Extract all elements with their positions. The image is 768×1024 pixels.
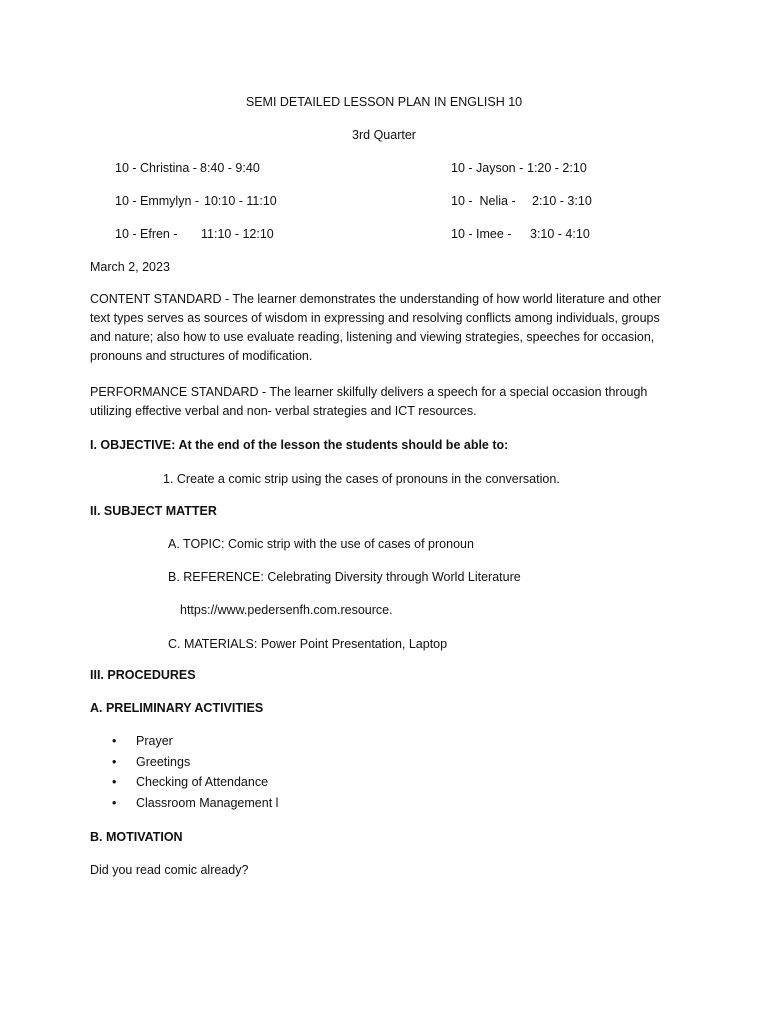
reference-line: B. REFERENCE: Celebrating Diversity through World Literature bbox=[168, 570, 521, 584]
bullet-icon: • bbox=[112, 734, 117, 748]
schedule-right-3-section: 10 - Imee - bbox=[451, 227, 512, 241]
schedule-left-1-section: 10 - Christina - bbox=[115, 161, 197, 175]
list-item-label: Classroom Management l bbox=[136, 796, 279, 811]
reference-url: https://www.pedersenfh.com.resource. bbox=[180, 603, 393, 617]
procedures-heading: III. PROCEDURES bbox=[90, 668, 196, 682]
bullet-icon: • bbox=[112, 775, 117, 790]
lesson-date: March 2, 2023 bbox=[90, 260, 170, 274]
document-title: SEMI DETAILED LESSON PLAN IN ENGLISH 10 bbox=[245, 95, 523, 109]
schedule-left-1-time: 8:40 - 9:40 bbox=[200, 161, 260, 175]
topic-line: A. TOPIC: Comic strip with the use of cases of pronoun bbox=[168, 537, 474, 551]
materials-line: C. MATERIALS: Power Point Presentation, Laptop bbox=[168, 637, 448, 651]
schedule-left-2-section: 10 - Emmylyn - bbox=[115, 194, 200, 208]
list-item bbox=[112, 795, 278, 816]
bullet-icon: • bbox=[112, 796, 117, 811]
schedule-left-2-time: 10:10 - 11:10 bbox=[204, 194, 277, 208]
list-item-label: Greetings bbox=[136, 754, 191, 769]
subject-matter-heading: II. SUBJECT MATTER bbox=[90, 504, 217, 518]
schedule-right-1-time: 1:20 - 2:10 bbox=[527, 161, 587, 175]
schedule-left-3-time: 11:10 - 12:10 bbox=[201, 227, 274, 241]
motivation-question: Did you read comic already? bbox=[90, 863, 249, 877]
preliminary-activities-list bbox=[112, 733, 278, 816]
list-item bbox=[112, 733, 278, 754]
motivation-heading: B. MOTIVATION bbox=[90, 830, 183, 844]
schedule-right-3-time: 3:10 - 4:10 bbox=[530, 227, 590, 241]
list-item-label: Checking of Attendance bbox=[136, 775, 269, 790]
content-standard: CONTENT STANDARD - The learner demonstrates the understanding of how world literature and other text types serves as sources of wisdom in expressing and resolving conflicts among individuals, groups and nature; also how to use evaluate reading, listening and viewing strategies, speeches for occasion, pronouns and structures of modification. bbox=[90, 292, 662, 363]
quarter-label: 3rd Quarter bbox=[352, 128, 416, 142]
list-item bbox=[112, 754, 278, 775]
schedule-left-3-section: 10 - Efren - bbox=[115, 227, 178, 241]
preliminary-heading: A. PRELIMINARY ACTIVITIES bbox=[90, 701, 264, 715]
schedule-right-2-time: 2:10 - 3:10 bbox=[532, 194, 592, 208]
list-item bbox=[112, 774, 278, 795]
schedule-right-1-section: 10 - Jayson - bbox=[451, 161, 524, 175]
objective-heading: I. OBJECTIVE: At the end of the lesson the students should be able to: bbox=[90, 438, 509, 452]
list-item-label: Prayer bbox=[136, 734, 173, 748]
schedule-right-2-section: 10 - Nelia - bbox=[451, 194, 516, 208]
bullet-icon: • bbox=[112, 754, 117, 769]
performance-standard: PERFORMANCE STANDARD - The learner skilfully delivers a speech for a special occasion through utilizing effective verbal and non- verbal strategies and ICT resources. bbox=[90, 385, 648, 418]
objective-item: 1. Create a comic strip using the cases of pronouns in the conversation. bbox=[163, 472, 560, 486]
